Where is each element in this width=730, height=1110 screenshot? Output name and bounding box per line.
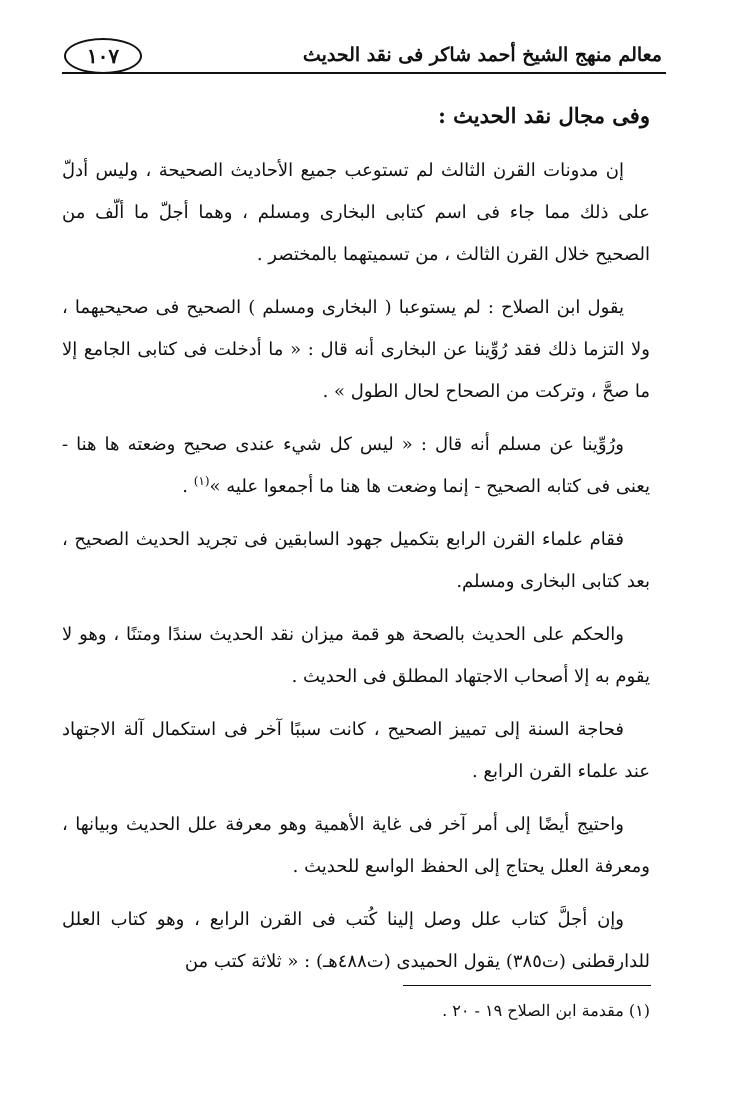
paragraph: ورُوِّينا عن مسلم أنه قال : « ليس كل شيء عندى صحيح وضعته ها هنا - يعنى فى كتابه الصحيح - إنما وضعت ها هنا ما أجمعوا عليه »$^{(١)}$ . [62,434,650,497]
paragraph: فحاجة السنة إلى تمييز الصحيح ، كانت سببًا آخر فى استكمال آلة الاجتهاد عند علماء القرن الرابع . [62,719,650,782]
page-header [62,30,662,76]
running-title: معالم منهج الشيخ أحمد شاكر فى نقد الحديث [302,44,662,66]
paragraph: فقام علماء القرن الرابع بتكميل جهود السابقين فى تجريد الحديث الصحيح ، بعد كتابى البخارى ومسلم. [62,529,650,592]
page-body [62,96,650,994]
page-number-text: ١٠٧ [86,44,120,68]
section-heading: وفى مجال نقد الحديث : [438,103,650,128]
paragraph: وإن أجلَّ كتاب علل وصل إلينا كُتب فى القرن الرابع ، وهو كتاب العلل للدارقطنى (ت٣٨٥) يقول الحميدى (ت٤٨٨هـ) : « ثلاثة كتب من [62,909,650,972]
page-number [64,38,142,74]
header-rule [62,72,666,74]
paragraph: واحتيج أيضًا إلى أمر آخر فى غاية الأهمية وهو معرفة علل الحديث وبيانها ، ومعرفة العلل يحتاج إلى الحفظ الواسع للحديث . [62,814,650,877]
paragraph: إن مدونات القرن الثالث لم تستوعب جميع الأحاديث الصحيحة ، وليس أدلّ على ذلك مما جاء فى اسم كتابى البخارى ومسلم ، وهما أجلّ ما ألّف من الصحيح خلال القرن الثالث ، من تسميتهما بالمختصر . [62,160,650,265]
paragraph: والحكم على الحديث بالصحة هو قمة ميزان نقد الحديث سندًا ومتنًا ، وهو لا يقوم به إلا أصحاب الاجتهاد المطلق فى الحديث . [62,624,650,687]
paragraph: يقول ابن الصلاح : لم يستوعبا ( البخارى ومسلم ) الصحيح فى صحيحيهما ، ولا التزما ذلك فقد رُوِّينا عن البخارى أنه قال : « ما أدخلت فى كتابى الجامع إلا ما صحَّ ، وتركت من الصحاح لحال الطول » . [62,297,650,402]
footnote-reference: (١) [193,474,210,488]
footnote-rule [403,985,651,986]
footnote: (١) مقدمة ابن الصلاح ١٩ - ٢٠ . [442,1001,650,1020]
